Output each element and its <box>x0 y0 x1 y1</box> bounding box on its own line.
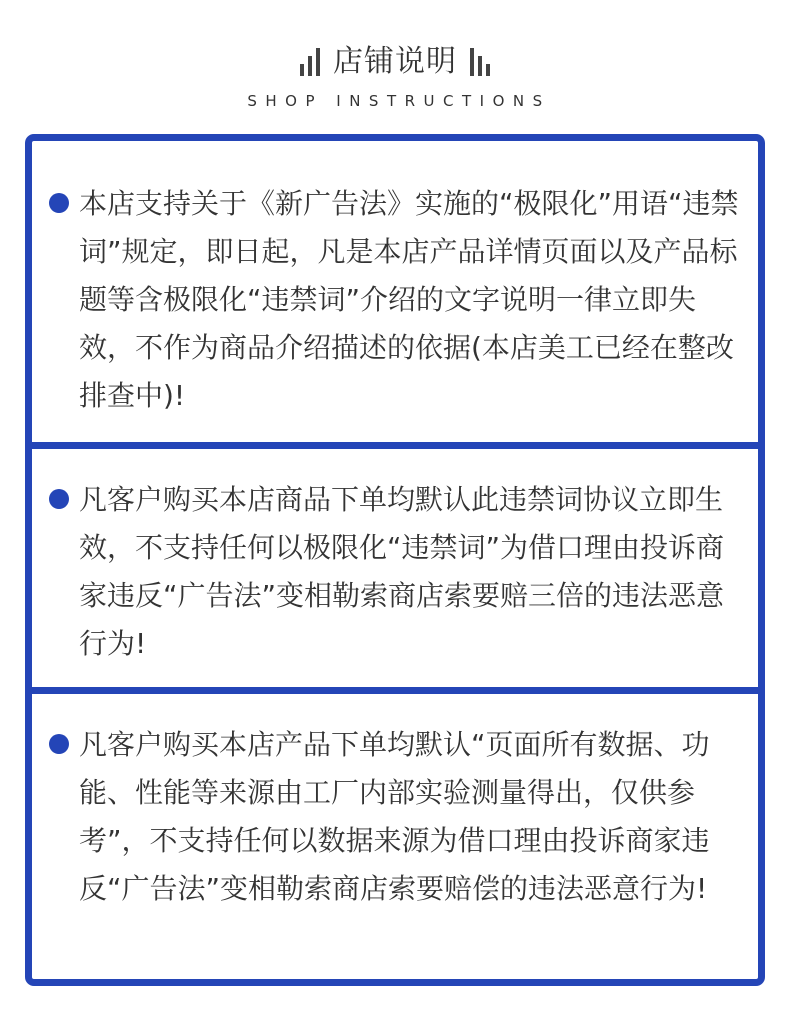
instruction-paragraph <box>49 476 739 668</box>
instruction-text-1: 本店支持关于《新广告法》实施的“极限化”用语“违禁词”规定，即日起，凡是本店产品详情页面以及产品标题等含极限化“违禁词”介绍的文字说明一律立即失效，不作为商品介绍描述的依据(本店美工已经在整改排查中)! <box>79 187 739 412</box>
page-title: 店铺说明 <box>333 44 457 79</box>
bullet-dot-icon <box>49 734 69 754</box>
section-divider <box>32 687 758 694</box>
title-row <box>0 40 790 84</box>
page-subtitle: SHOP INSTRUCTIONS <box>247 92 551 110</box>
instruction-paragraph <box>49 721 739 913</box>
instruction-section-1 <box>49 180 739 420</box>
instruction-text-2: 凡客户购买本店商品下单均默认此违禁词协议立即生效，不支持任何以极限化“违禁词”为借口理由投诉商家违反“广告法”变相勒索商店索要赔三倍的违法恶意行为! <box>79 483 725 660</box>
bullet-dot-icon <box>49 489 69 509</box>
bullet-dot-icon <box>49 193 69 213</box>
instruction-paragraph <box>49 180 739 420</box>
signal-bars-left-icon <box>300 48 320 76</box>
instruction-text-3: 凡客户购买本店产品下单均默认“页面所有数据、功能、性能等来源由工厂内部实验测量得出，仅供参考”，不支持任何以数据来源为借口理由投诉商家违反“广告法”变相勒索商店索要赔偿的违法恶意行为! <box>79 728 710 905</box>
signal-bars-right-icon <box>470 48 490 76</box>
instructions-panel <box>25 134 765 986</box>
section-divider <box>32 442 758 449</box>
instruction-section-3 <box>49 721 739 913</box>
page-header <box>0 40 790 112</box>
instruction-section-2 <box>49 476 739 668</box>
